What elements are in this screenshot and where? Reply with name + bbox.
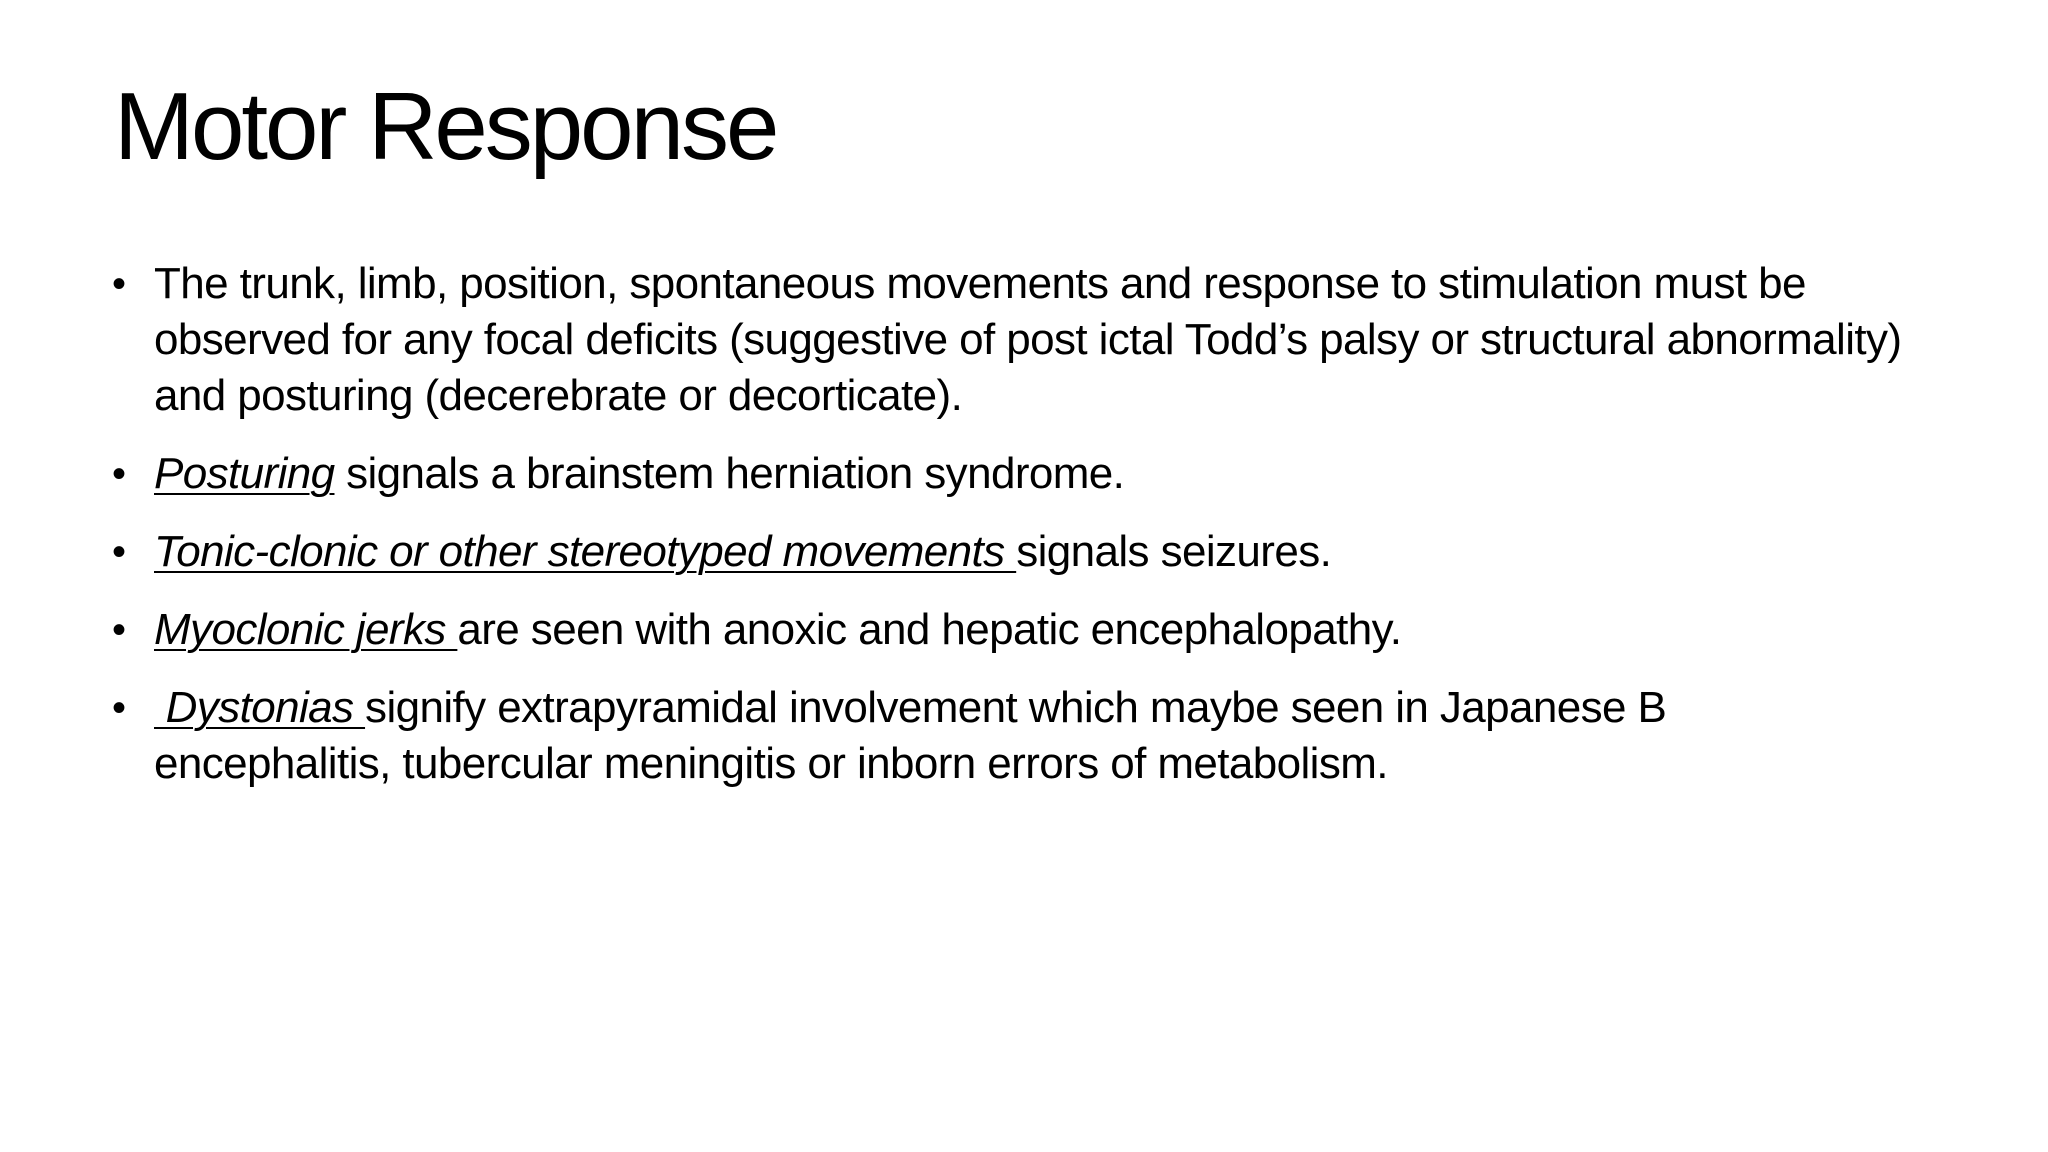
bullet-dot-icon: • [112,262,126,306]
bullet-item [112,680,1912,792]
bullet-dot-icon: • [112,530,126,574]
bullet-item [112,602,1912,658]
bullet-text: The trunk, limb, position, spontaneous movements and response to stimulation must be observed for any focal deficits (suggestive of post ictal Todd’s palsy or structural abnormality) and posturing (decerebrate or decorticate). [154,259,1902,420]
bullet-text: are seen with anoxic and hepatic encephalopathy. [457,605,1402,654]
bullet-item [112,446,1912,502]
bullet-emphasis: Tonic-clonic or other stereotyped movements [154,527,1017,576]
bullet-item [112,256,1912,424]
bullet-emphasis: Myoclonic jerks [154,605,458,654]
slide-title: Motor Response [114,73,777,180]
bullet-list [112,256,1912,814]
bullet-emphasis: Dystonias [154,683,366,732]
bullet-text: signals a brainstem herniation syndrome. [334,449,1125,498]
bullet-dot-icon: • [112,686,126,730]
bullet-dot-icon: • [112,608,126,652]
bullet-emphasis: Posturing [154,449,335,498]
bullet-text: signals seizures. [1016,527,1332,576]
bullet-text: signify extrapyramidal involvement which maybe seen in Japanese B encephalitis, tubercular meningitis or inborn errors of metabolism. [154,683,1667,788]
bullet-item [112,524,1912,580]
bullet-dot-icon: • [112,452,126,496]
